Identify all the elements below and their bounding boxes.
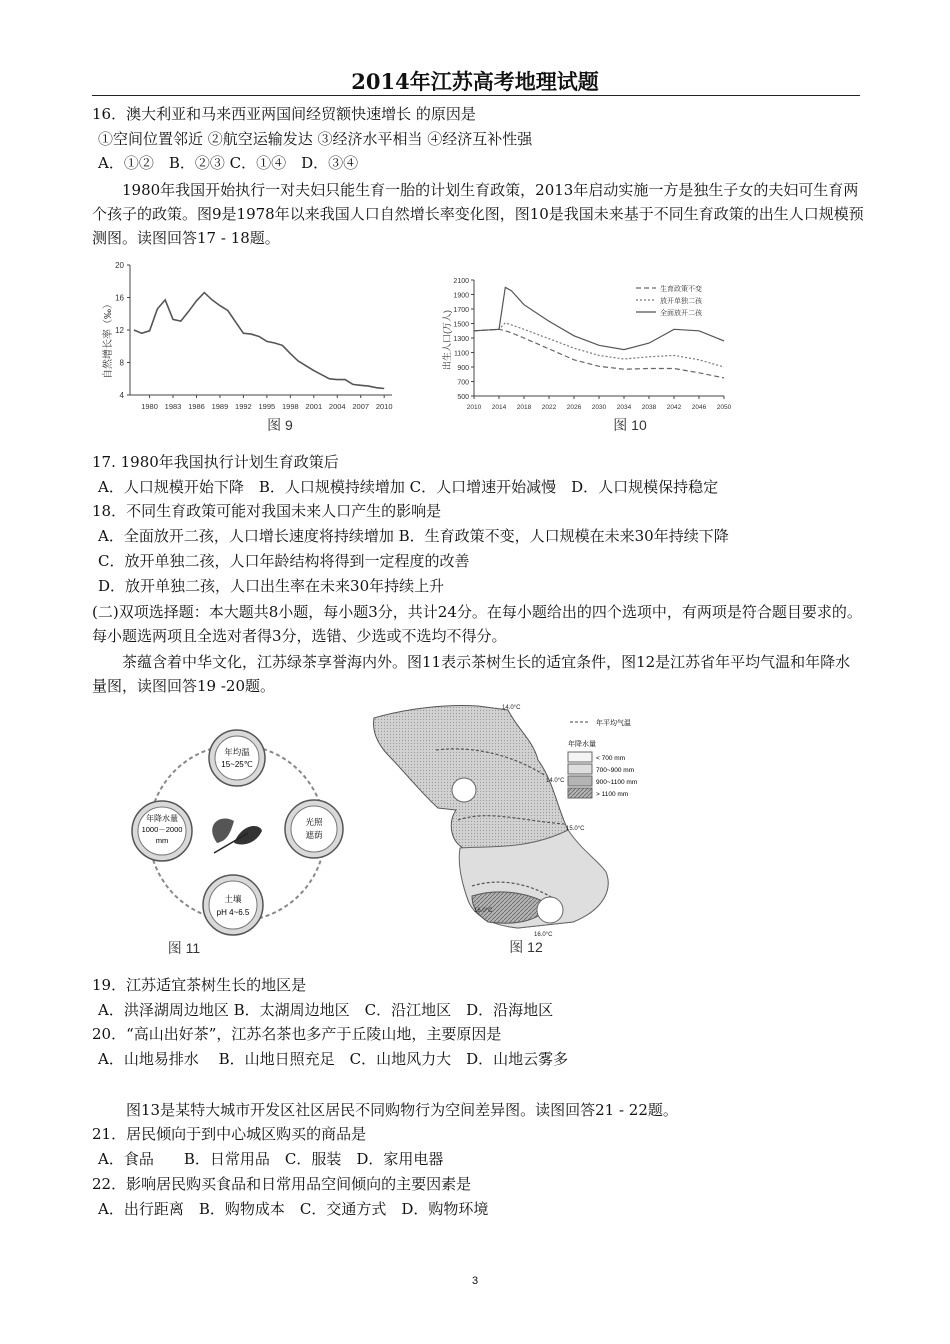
svg-text:年降水量: 年降水量: [146, 814, 178, 823]
fig10-legend-label: 全面放开二孩: [660, 310, 702, 317]
fig9-series: [134, 293, 384, 389]
fig10-y-tick-label: 1500: [453, 321, 469, 329]
fig10-y-ticks: [453, 278, 474, 401]
fig9-x-ticks: [141, 395, 392, 411]
fig10-y-tick-label: 1300: [453, 336, 469, 343]
svg-text:年平均气温: 年平均气温: [596, 720, 631, 727]
page-number: 3: [471, 1275, 479, 1287]
svg-text:mm: mm: [155, 836, 169, 845]
fig9-x-tick-label: 1983: [164, 402, 182, 411]
fig9-axes: [130, 265, 392, 395]
fig10-y-tick-label: 1900: [453, 292, 469, 300]
figure-12: [368, 700, 730, 960]
q21-stem: 21．居民倾向于到中心城区购买的商品是: [92, 1125, 367, 1143]
fig11-temperature-node: [209, 730, 265, 786]
q16-items: ①空间位置邻近 ②航空运输发达 ③经济水平相当 ④经济互补性强: [98, 130, 533, 148]
fig10-y-tick-label: 500: [457, 394, 469, 401]
hongze-lake: [452, 778, 476, 802]
fig9-x-tick-label: 2001: [305, 402, 323, 411]
fig9-x-tick-label: 1986: [188, 402, 205, 411]
fig9-y-tick-label: 8: [119, 358, 124, 368]
fig10-x-tick-label: 2022: [541, 404, 557, 411]
q20-stem: 20．“高山出好茶”，江苏名茶也多产于丘陵山地，主要原因是: [92, 1025, 502, 1043]
fig10-legend-label: 放开单独二孩: [660, 298, 702, 305]
fig10-y-tick-label: 1100: [453, 350, 469, 358]
fig9-x-tick-label: 1989: [211, 402, 229, 411]
title-rule: [92, 95, 860, 96]
fig11-light-node: [285, 800, 343, 858]
q17-options: A．人口规模开始下降 B．人口规模持续增加 C．人口增速开始减慢 D．人口规模保持稳定: [98, 478, 719, 496]
figure-11: [122, 725, 352, 960]
q16-options: A．①② B．②③ C．①④ D．③④: [98, 154, 359, 172]
fig9-y-tick-label: 12: [115, 326, 124, 335]
svg-text:年均温: 年均温: [224, 747, 250, 757]
isotherm-label: 16.0°C: [474, 908, 493, 914]
svg-text:pH 4~6.5: pH 4~6.5: [216, 908, 250, 917]
isotherm-label: 15.0°C: [566, 826, 585, 832]
fig10-x-tick-label: 2014: [491, 404, 507, 411]
intro-17-18: 1980年我国开始执行一对夫妇只能生育一胎的计划生育政策，2013年启动实施一方是独生子女的夫妇可生育两个孩子的政策。图9是1978年以来我国人口自然增长率变化图，图10是我国未来基于不同生育政策的出生人口规模预测图。读图回答17 - 18题。: [92, 181, 864, 247]
fig10-x-tick-label: 2042: [666, 404, 682, 411]
page-title: 2014年江苏高考地理试题: [351, 69, 599, 94]
svg-text:< 700 mm: < 700 mm: [596, 755, 626, 762]
fig11-precipitation-node: [132, 801, 192, 861]
q20-options: A．山地易排水 B．山地日照充足 C．山地风力大 D．山地云雾多: [98, 1050, 569, 1068]
fig9-y-tick-label: 20: [115, 261, 124, 270]
fig9-x-tick-label: 2004: [328, 402, 346, 411]
svg-text:> 1100 mm: > 1100 mm: [596, 791, 629, 798]
fig9-growth-line: [134, 293, 384, 389]
fig10-x-ticks: [467, 396, 732, 411]
fig10-caption: 图 10: [613, 417, 647, 433]
fig10-y-tick-label: 700: [457, 379, 469, 387]
q22-options: A．出行距离 B．购物成本 C．交通方式 D．购物环境: [98, 1200, 489, 1218]
svg-text:1000－2000: 1000－2000: [141, 825, 183, 834]
fig9-x-tick-label: 1995: [258, 402, 276, 411]
svg-text:遮荫: 遮荫: [305, 830, 323, 840]
fig10-x-tick-label: 2018: [516, 404, 532, 411]
intro-19-20: 茶蕴含着中华文化，江苏绿茶享誉海内外。图11表示茶树生长的适宜条件，图12是江苏省年平均气温和年降水量图，读图回答19 -20题。: [92, 653, 851, 695]
q19-options: A．洪泽湖周边地区 B．太湖周边地区 C．沿江地区 D．沿海地区: [98, 1001, 554, 1019]
fig10-x-tick-label: 2046: [691, 404, 707, 411]
q18-option-d: D．放开单独二孩，人口出生率在未来30年持续上升: [98, 577, 445, 595]
tea-leaf-icon: [212, 818, 262, 853]
fig10-x-tick-label: 2030: [591, 404, 607, 411]
fig9-y-label: 自然增长率（‰）: [103, 299, 114, 379]
fig10-x-tick-label: 2026: [566, 404, 582, 411]
fig10-legend-label: 生育政策不变: [660, 286, 702, 293]
fig11-soil-node: [203, 875, 263, 935]
q19-stem: 19．江苏适宜茶树生长的地区是: [92, 976, 307, 994]
q18-stem: 18．不同生育政策可能对我国未来人口产生的影响是: [92, 502, 442, 520]
section-2-instructions: (二)双项选择题：本大题共8小题，每小题3分，共计24分。在每小题给出的四个选项中，有两项是符合题目要求的。每小题选两项且全选对者得3分，选错、少选或不选均不得分。: [92, 603, 862, 645]
figure-9: [100, 255, 410, 445]
svg-text:光照: 光照: [305, 817, 323, 827]
fig9-x-tick-label: 1992: [235, 402, 252, 411]
fig10-x-tick-label: 2010: [466, 404, 482, 411]
fig10-x-tick-label: 2034: [616, 404, 632, 411]
fig10-y-tick-label: 1700: [453, 307, 469, 314]
fig12-caption: 图 12: [509, 939, 543, 955]
fig10-x-tick-label: 2038: [641, 404, 657, 411]
fig10-x-tick-label: 2050: [716, 404, 732, 411]
q22-stem: 22．影响居民购买食品和日常用品空间倾向的主要因素是: [92, 1175, 472, 1193]
q21-options: A．食品 B．日常用品 C．服装 D．家用电器: [98, 1150, 444, 1168]
fig9-x-tick-label: 2007: [352, 402, 370, 411]
fig12-legend: [568, 718, 637, 798]
fig10-series-line: [474, 329, 724, 378]
fig9-x-tick-label: 2010: [375, 402, 393, 411]
figure-10: [440, 268, 740, 440]
fig9-x-tick-label: 1980: [141, 402, 158, 411]
fig10-series-line: [474, 287, 724, 349]
fig9-y-tick-label: 4: [119, 391, 124, 400]
fig10-y-label: 出生人口(万人): [442, 310, 452, 370]
fig10-legend: [636, 284, 703, 317]
svg-text:年降水量: 年降水量: [568, 741, 596, 748]
jiangsu-map: [374, 706, 609, 929]
svg-text:土壤: 土壤: [224, 894, 242, 904]
fig9-caption: 图 9: [267, 417, 293, 433]
isotherm-label: 14.0°C: [502, 705, 521, 711]
tai-lake: [537, 897, 563, 923]
svg-text:900~1100 mm: 900~1100 mm: [596, 779, 638, 786]
fig10-y-tick-label: 900: [457, 365, 469, 372]
fig9-y-tick-label: 16: [115, 293, 124, 303]
svg-text:700~900 mm: 700~900 mm: [596, 767, 635, 774]
fig9-x-tick-label: 1998: [281, 402, 299, 411]
svg-text:15~25℃: 15~25℃: [221, 760, 253, 769]
fig10-y-tick-label: 2100: [453, 278, 469, 285]
q16-stem: 16．澳大利亚和马来西亚两国间经贸额快速增长 的原因是: [92, 105, 476, 123]
q18-option-a-b: A．全面放开二孩，人口增长速度将持续增加 B．生育政策不变，人口规模在未来30年持续下降: [98, 527, 729, 545]
q18-option-c: C．放开单独二孩，人口年龄结构将得到一定程度的改善: [98, 552, 470, 570]
isotherm-label: 14.0°C: [546, 778, 565, 784]
q17-stem: 17. 1980年我国执行计划生育政策后: [92, 453, 339, 471]
intro-21-22: 图13是某特大城市开发区社区居民不同购物行为空间差异图。读图回答21 - 22题。: [126, 1101, 678, 1119]
fig9-y-ticks: [115, 261, 130, 400]
fig11-caption: 图 11: [167, 940, 201, 956]
isotherm-label: 16.0°C: [534, 932, 553, 938]
